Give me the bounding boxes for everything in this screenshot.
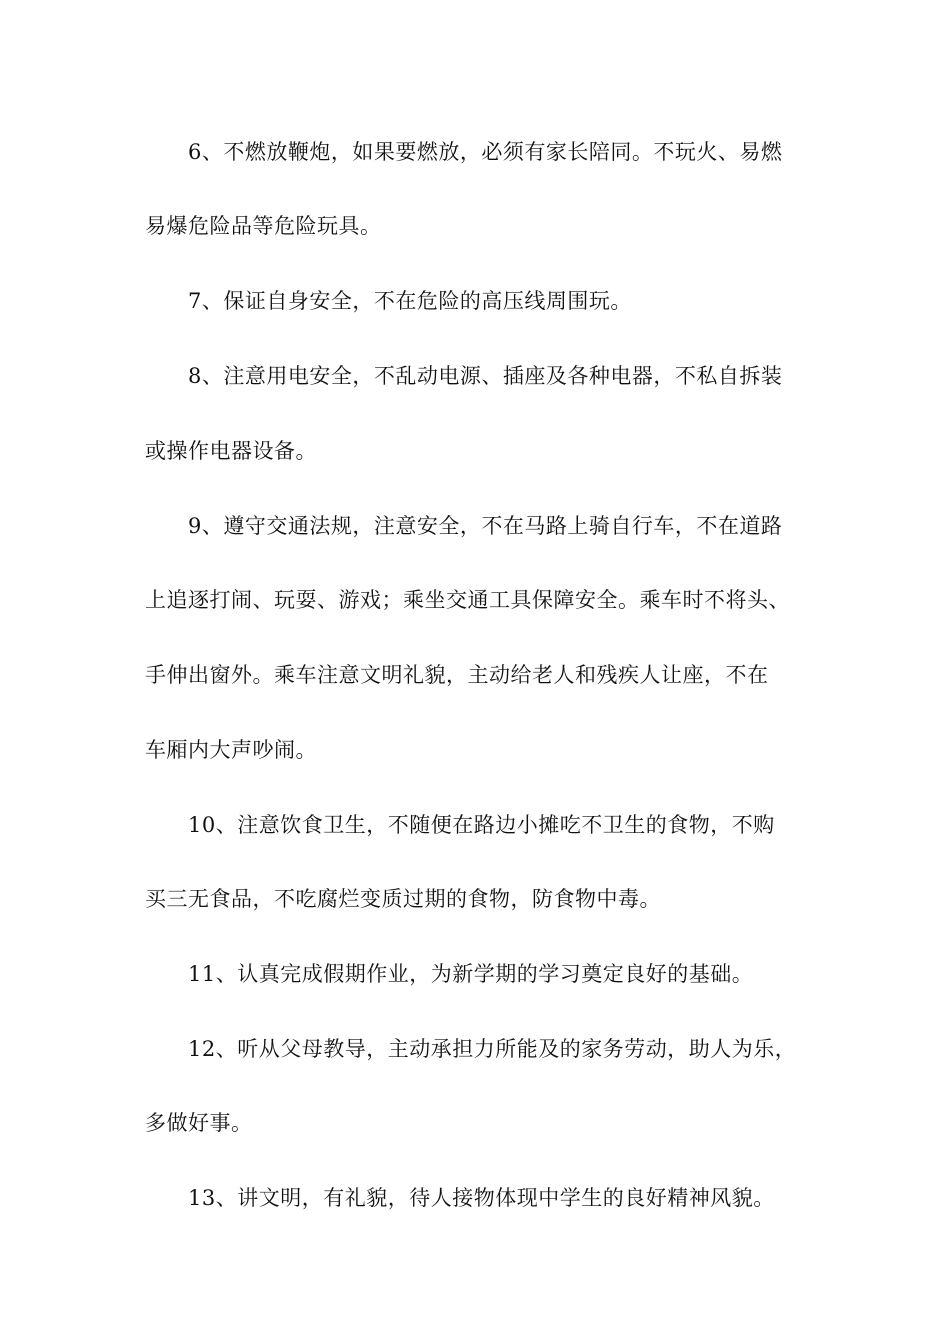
rule-10-line-1: 10、注意饮食卫生，不随便在路边小摊吃不卫生的食物，不购 (188, 813, 775, 837)
rule-6-line-2: 易爆危险品等危险玩具。 (145, 214, 382, 238)
rule-9-line-3: 手伸出窗外。乘车注意文明礼貌，主动给老人和残疾人让座，不在 (145, 663, 769, 687)
rule-7-line-1: 7、保证自身安全，不在危险的高压线周围玩。 (188, 289, 632, 313)
rule-13-line-1: 13、讲文明，有礼貌，待人接物体现中学生的良好精神风貌。 (188, 1186, 775, 1210)
rule-6-line-1: 6、不燃放鞭炮，如果要燃放，必须有家长陪同。不玩火、易燃 (188, 140, 783, 164)
rule-12-line-1: 12、听从父母教导，主动承担力所能及的家务劳动，助人为乐， (188, 1037, 797, 1061)
rule-8-line-1: 8、注意用电安全，不乱动电源、插座及各种电器，不私自拆装 (188, 364, 783, 388)
rule-10-line-2: 买三无食品，不吃腐烂变质过期的食物，防食物中毒。 (145, 887, 661, 911)
rule-11-line-1: 11、认真完成假期作业，为新学期的学习奠定良好的基础。 (188, 962, 754, 986)
rule-12-line-2: 多做好事。 (145, 1111, 253, 1135)
rule-9-line-2: 上追逐打闹、玩耍、游戏；乘坐交通工具保障安全。乘车时不将头、 (145, 588, 790, 612)
rule-8-line-2: 或操作电器设备。 (145, 439, 317, 463)
rule-9-line-4: 车厢内大声吵闹。 (145, 738, 317, 762)
rule-9-line-1: 9、遵守交通法规，注意安全，不在马路上骑自行车，不在道路 (188, 514, 783, 538)
